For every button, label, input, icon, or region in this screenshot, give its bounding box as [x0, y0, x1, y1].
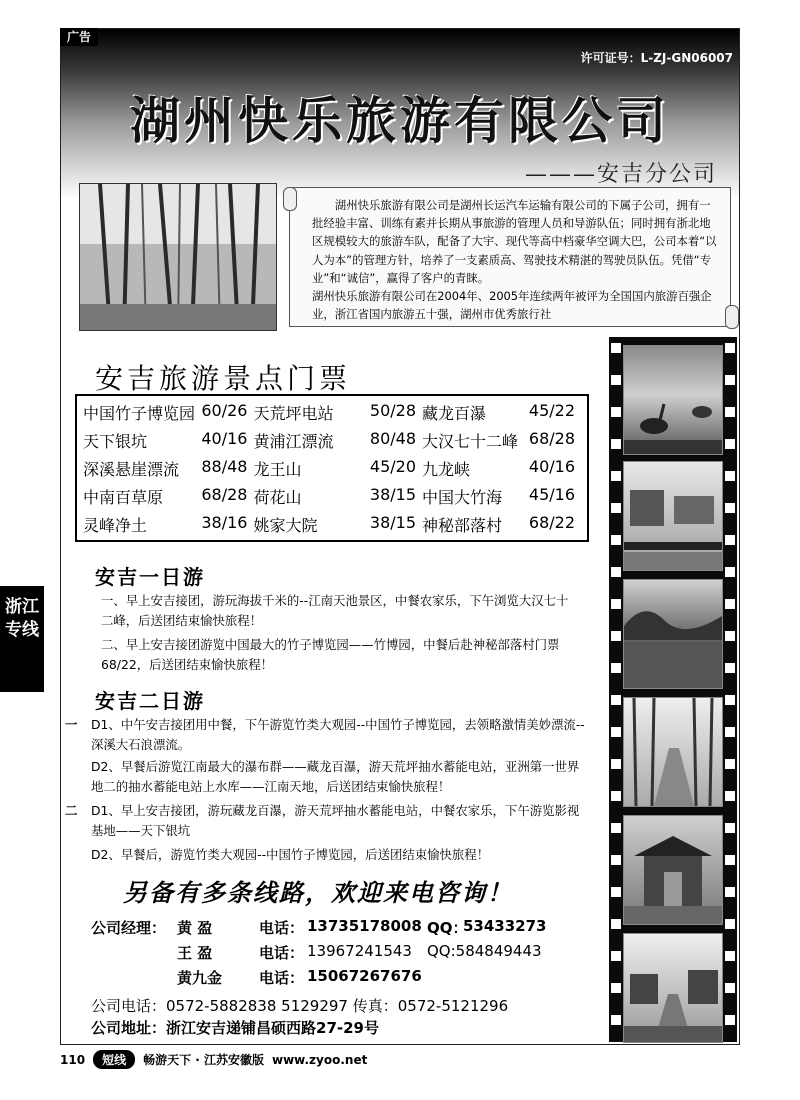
tickets-title: 安吉旅游景点门票 — [95, 362, 352, 395]
ad-frame — [60, 28, 740, 1045]
option-mark: 一 — [65, 717, 78, 732]
scroll-curl — [725, 305, 739, 329]
branch-name: ———安吉分公司 — [524, 162, 717, 187]
company-intro — [289, 187, 731, 327]
section-pill: 短线 — [93, 1050, 135, 1069]
intro-paragraph: 湖州快乐旅游有限公司在2004年、2005年连续两年被评为全国国内旅游百强企业，浙江省国内旅游五十强，湖州市优秀旅行社 — [312, 289, 712, 322]
contact-name: 黄九金 — [177, 969, 223, 987]
day1-title: 安吉一日游 — [95, 565, 205, 589]
attraction-name: 九龙峡 — [422, 459, 471, 479]
footer — [60, 1050, 367, 1069]
attraction-price: 68/28 — [528, 428, 575, 448]
attraction-price: 50/28 — [369, 400, 417, 420]
attraction-name: 黄浦江漂流 — [253, 431, 334, 451]
contact-qq: QQ:584849443 — [427, 942, 542, 960]
attraction-price: 45/16 — [528, 484, 575, 504]
lake-peacock-photo — [623, 345, 723, 455]
ad-tag: 广告 — [60, 28, 98, 46]
attraction-name: 姚家大院 — [253, 515, 318, 535]
license-number: 许可证号：L-ZJ-GN06007 — [580, 51, 733, 65]
attraction-price: 88/48 — [201, 456, 248, 476]
attraction-name: 中国竹子博览园 — [83, 403, 196, 423]
pavilion-photo — [623, 815, 723, 925]
tagline: 另备有多条线路，欢迎来电咨询！ — [123, 879, 513, 907]
resort-pool-photo — [623, 933, 723, 1043]
bamboo-bridge-photo — [623, 697, 723, 807]
magazine-name: 畅游天下 · 江苏安徽版 — [143, 1053, 264, 1067]
attraction-name: 荷花山 — [253, 487, 302, 507]
attraction-price: 80/48 — [369, 428, 417, 448]
attraction-name: 中国大竹海 — [422, 487, 503, 507]
attraction-price: 68/28 — [201, 484, 248, 504]
attraction-name: 龙王山 — [253, 459, 302, 479]
bamboo-forest-photo — [79, 183, 277, 331]
attraction-price: 60/26 — [201, 400, 248, 420]
ticket-row — [83, 482, 581, 510]
attraction-price: 40/16 — [528, 456, 575, 476]
intro-paragraph: 湖州快乐旅游有限公司是湖州长运汽车运输有限公司的下属子公司，拥有一批经验丰富、训练有素并长期从事旅游的管理人员和导游队伍；同时拥有浙北地区规模较大的旅游车队，配备了大宇、现代等高中档豪华空调大巴，公司本着“以人为本”的管理方针，培养了一支素质高、驾驶技术精湛的驾驶员队伍。凭借“专业”和“诚信”，赢得了客户的青睐。 — [312, 198, 717, 285]
attraction-name: 天下银坑 — [83, 431, 148, 451]
day2-title: 安吉二日游 — [95, 689, 205, 713]
day1-item: 一、早上安吉接团，游玩海拔千米的--江南天池景区，中餐农家乐，下午浏览大汉七十二峰，后送团结束愉快旅程！ — [101, 593, 569, 628]
website-url[interactable]: www.zyoo.net — [272, 1052, 368, 1067]
contact-name: 黄 盈 — [177, 919, 213, 937]
contact-name: 王 盈 — [177, 944, 213, 962]
day2-item: D1、早上安吉接团，游玩藏龙百瀑，游天荒坪抽水蓄能电站，中餐农家乐，下午游览影视基地——天下银坑 — [91, 803, 580, 838]
phone-label: 电话： — [259, 944, 305, 962]
company-address: 公司地址：浙江安吉递铺昌硕西路27-29号 — [91, 1019, 379, 1037]
attraction-name: 中南百草原 — [83, 487, 164, 507]
ticket-row — [83, 510, 581, 538]
contact-phone: 13735178008 — [307, 917, 422, 935]
day2-item: D1、中午安吉接团用中餐，下午游览竹类大观园--中国竹子博览园，去领略激情美妙漂流--深溪大石浪漂流。 — [91, 717, 585, 752]
attraction-price: 38/16 — [201, 512, 248, 532]
attraction-price: 38/15 — [369, 512, 417, 532]
attraction-price: 40/16 — [201, 428, 248, 448]
side-tab — [0, 586, 44, 692]
phone-label: 电话： — [259, 919, 305, 937]
scroll-curl — [283, 187, 297, 211]
company-name: 湖州快乐旅游有限公司 — [130, 91, 670, 150]
attraction-name: 深溪悬崖漂流 — [83, 459, 180, 479]
page-number: 110 — [60, 1052, 86, 1067]
attraction-price: 45/22 — [528, 400, 575, 420]
day1-item: 二、早上安吉接团游览中国最大的竹子博览园——竹博园，中餐后赴神秘部落村门票68/22，后送团结束愉快旅程！ — [101, 637, 560, 672]
contact-qq: 53433273 — [463, 917, 547, 935]
side-label: 浙江专线 — [5, 597, 39, 640]
contact-phone: 13967241543 — [307, 942, 412, 960]
ticket-row — [83, 398, 581, 426]
attraction-name: 大汉七十二峰 — [422, 431, 519, 451]
attraction-name: 天荒坪电站 — [253, 403, 334, 423]
ticket-table — [75, 394, 589, 542]
attraction-name: 藏龙百瀑 — [422, 403, 487, 423]
reflection-lake-photo — [623, 579, 723, 689]
day2-item: D2、早餐后游览江南最大的瀑布群——藏龙百瀑，游天荒坪抽水蓄能电站，亚洲第一世界地二的抽水蓄能电站上水库——江南天地，后送团结束愉快旅程！ — [91, 759, 580, 794]
day2-item: D2、早餐后，游览竹类大观园--中国竹子博览园，后送团结束愉快旅程！ — [91, 847, 490, 862]
attraction-name: 神秘部落村 — [422, 515, 503, 535]
attraction-price: 68/22 — [528, 512, 575, 532]
attraction-price: 45/20 — [369, 456, 417, 476]
contact-phone: 15067267676 — [307, 967, 422, 985]
ticket-row — [83, 426, 581, 454]
village-bridge-photo — [623, 461, 723, 571]
ticket-row — [83, 454, 581, 482]
qq-label: QQ： — [427, 919, 468, 937]
attraction-price: 38/15 — [369, 484, 417, 504]
manager-label: 公司经理： — [91, 919, 167, 937]
phone-label: 电话： — [259, 969, 305, 987]
film-strip — [609, 337, 737, 1042]
option-mark: 二 — [65, 803, 78, 818]
company-phone: 公司电话：0572-5882838 5129297 传真：0572-5121296 — [91, 997, 509, 1015]
attraction-name: 灵峰净土 — [83, 515, 148, 535]
